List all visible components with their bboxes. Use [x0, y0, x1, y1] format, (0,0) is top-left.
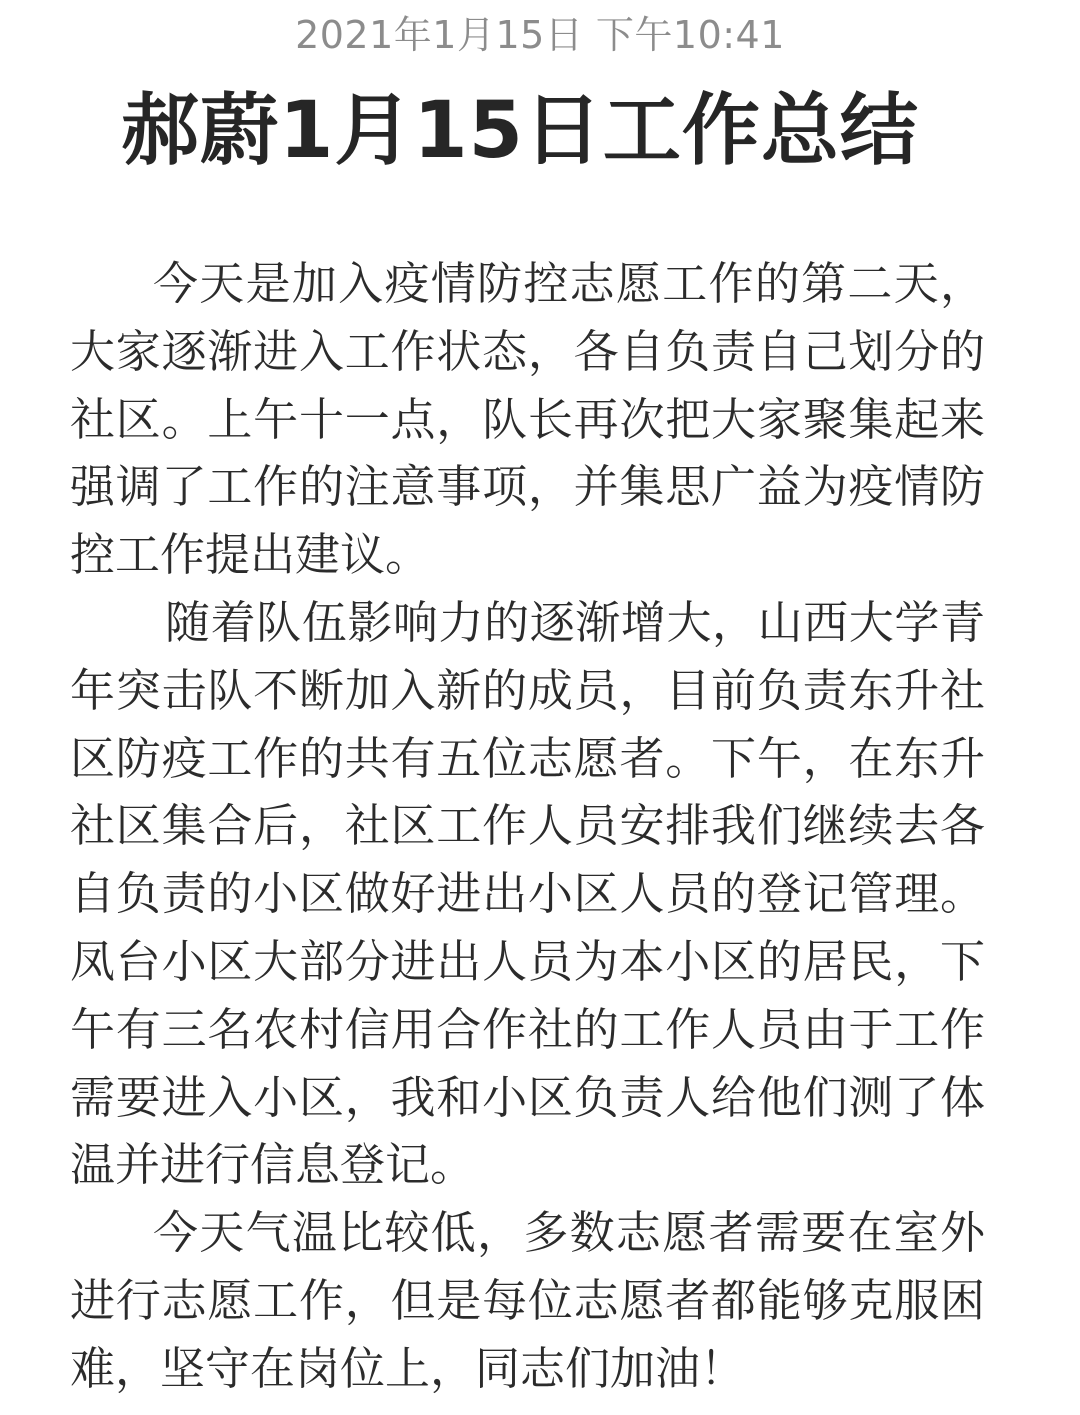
- note-paragraph-3[interactable]: 今天气温比较低，多数志愿者需要在室外进行志愿工作，但是每位志愿者都能够克服困难，坚守在岗位上，同志们加油！: [70, 1206, 985, 1395]
- note-title[interactable]: 郝蔚1月15日工作总结: [121, 86, 919, 176]
- note-timestamp: 2021年1月15日 下午10:41: [295, 13, 785, 57]
- note-body[interactable]: [70, 250, 985, 1403]
- note-paragraph-1[interactable]: 今天是加入疫情防控志愿工作的第二天，大家逐渐进入工作状态，各自负责自己划分的社区。上午十一点，队长再次把大家聚集起来强调了工作的注意事项，并集思广益为疫情防控工作提出建议。: [70, 257, 985, 582]
- note-paragraph-2[interactable]: 随着队伍影响力的逐渐增大，山西大学青年突击队不断加入新的成员，目前负责东升社区防疫工作的共有五位志愿者。下午，在东升社区集合后，社区工作人员安排我们继续去各自负责的小区做好进出小区人员的登记管理。凤台小区大部分进出人员为本小区的居民，下午有三名农村信用合作社的工作人员由于工作需要进入小区，我和小区负责人给他们测了体温并进行信息登记。: [70, 595, 985, 1192]
